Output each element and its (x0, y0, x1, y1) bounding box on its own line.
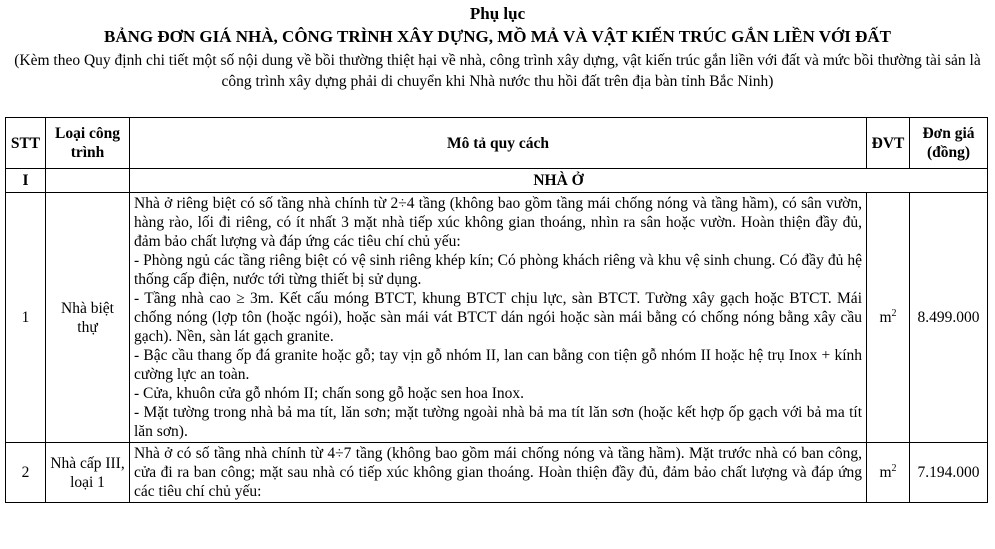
row-unit (867, 443, 910, 503)
row-price: 7.194.000 (910, 443, 988, 503)
row-price: 8.499.000 (910, 193, 988, 443)
row-description (130, 443, 867, 503)
row-description (130, 193, 867, 443)
row-unit (867, 193, 910, 443)
table-header-row (6, 118, 988, 169)
col-header-unit: ĐVT (867, 118, 910, 169)
desc-paragraph: - Tầng nhà cao ≥ 3m. Kết cấu móng BTCT, khung BTCT chịu lực, sàn BTCT. Tường xây gạch hoặc BTCT. Mái chống nóng (lợp tôn (hoặc ngói), hoặc sàn mái vát BTCT dán ngói hoặc sàn mái bằng có chống nóng bằng xây cầu gạch). Nền, sàn lát gạch granite. (134, 290, 862, 345)
col-header-stt: STT (6, 118, 46, 169)
row-stt: 2 (6, 443, 46, 503)
row-type: Nhà cấp III, loại 1 (46, 443, 130, 503)
col-header-type: Loại công trình (46, 118, 130, 169)
document-subtitle: (Kèm theo Quy định chi tiết một số nội dung về bồi thường thiệt hại về nhà, công trình xây dựng, vật kiến trúc gắn liền với đất và mức bồi thường tài sản là công trình xây dựng phải di chuyển khi Nhà nước thu hồi đất trên địa bàn tỉnh Bắc Ninh) (14, 52, 981, 90)
appendix-label: Phụ lục (469, 4, 526, 23)
document-header (0, 0, 995, 92)
table-row (6, 193, 988, 443)
section-row (6, 169, 988, 193)
document-title: BẢNG ĐƠN GIÁ NHÀ, CÔNG TRÌNH XÂY DỰNG, MỒ MẢ VÀ VẬT KIẾN TRÚC GẮN LIỀN VỚI ĐẤT (104, 27, 891, 46)
unit-base: m (879, 464, 892, 481)
section-label: NHÀ Ở (130, 169, 988, 193)
unit-superscript: 2 (891, 462, 897, 474)
col-header-price: Đơn giá (đồng) (910, 118, 988, 169)
desc-paragraph: - Cửa, khuôn cửa gỗ nhóm II; chấn song gỗ hoặc sen hoa Inox. (134, 385, 525, 402)
desc-paragraph: - Bậc cầu thang ốp đá granite hoặc gỗ; tay vịn gỗ nhóm II, lan can bằng con tiện gỗ nhóm II hoặc hệ trụ Inox + kính cường lực an toàn. (134, 347, 862, 383)
desc-paragraph: Nhà ở riêng biệt có số tầng nhà chính từ 2÷4 tầng (không bao gồm tầng mái chống nóng và tầng hầm), có sân vườn, hàng rào, lối đi riêng, có ít nhất 3 mặt nhà tiếp xúc không gian thoáng, nhìn ra sân hoặc vườn. Hoàn thiện đầy đủ, đảm bảo chất lượng và đáp ứng các tiêu chí chủ yếu: (134, 195, 862, 250)
row-stt: 1 (6, 193, 46, 443)
section-stt: I (6, 169, 46, 193)
unit-superscript: 2 (891, 307, 897, 319)
table-row (6, 443, 988, 503)
row-type: Nhà biệt thự (46, 193, 130, 443)
col-header-desc: Mô tả quy cách (130, 118, 867, 169)
desc-paragraph: - Mặt tường trong nhà bả ma tít, lăn sơn; mặt tường ngoài nhà bả ma tít lăn sơn (hoặc kết hợp ốp gạch với bả ma tít lăn sơn). (134, 404, 862, 440)
unit-base: m (879, 309, 892, 326)
price-table (5, 117, 988, 503)
desc-paragraph: - Phòng ngủ các tầng riêng biệt có vệ sinh riêng khép kín; Có phòng khách riêng và khu vệ sinh chung. Có đầy đủ hệ thống cấp điện, nước tới từng thiết bị sử dụng. (134, 252, 862, 288)
section-empty-cell (46, 169, 130, 193)
desc-paragraph: Nhà ở có số tầng nhà chính từ 4÷7 tầng (không bao gồm mái chống nóng và tầng hầm). Mặt trước nhà có ban công, cửa đi ra ban công; mặt sau nhà có tiếp xúc không gian thoáng. Hoàn thiện đầy đủ, đảm bảo chất lượng và đáp ứng các tiêu chí chủ yếu: (134, 445, 862, 500)
